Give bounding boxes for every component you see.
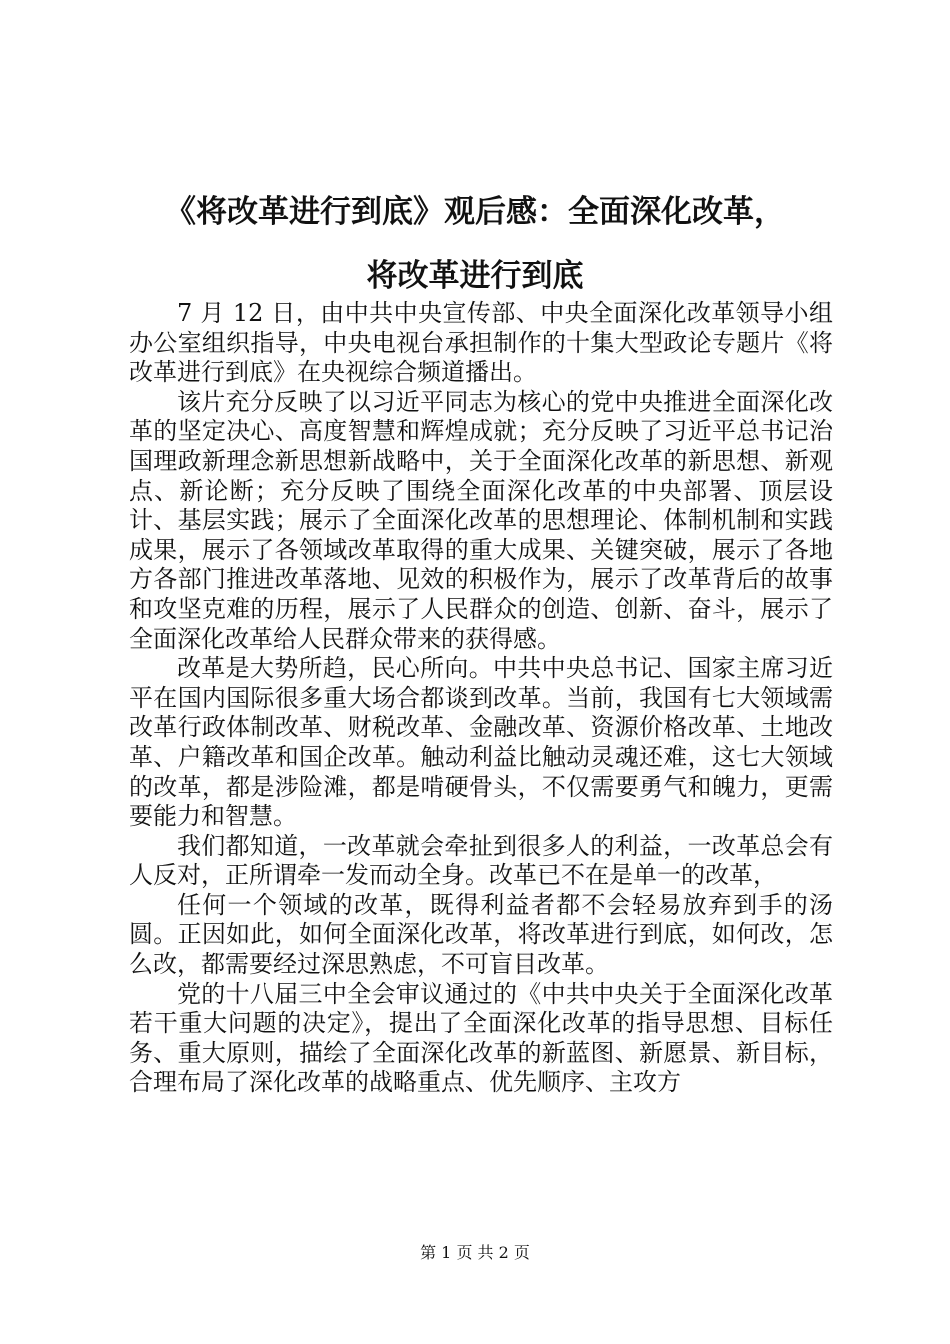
document-title xyxy=(110,180,840,308)
title-line-2: 将改革进行到底 xyxy=(366,258,584,294)
paragraph-1: 7 月 12 日，由中共中央宣传部、中央全面深化改革领导小组办公室组织指导，中央电视台承担制作的十集大型政论专题片《将改革进行到底》在央视综合频道播出。 xyxy=(129,299,833,387)
paragraph-6: 党的十八届三中全会审议通过的《中共中央关于全面深化改革若干重大问题的决定》，提出了全面深化改革的指导思想、目标任务、重大原则，描绘了全面深化改革的新蓝图、新愿景、新目标，合理布局了深化改革的战略重点、优先顺序、主攻方 xyxy=(129,979,833,1097)
document-body xyxy=(129,299,833,1098)
paragraph-3: 改革是大势所趋，民心所向。中共中央总书记、国家主席习近平在国内国际很多重大场合都谈到改革。当前，我国有七大领域需改革行政体制改革、财税改革、金融改革、资源价格改革、土地改革、户籍改革和国企改革。触动利益比触动灵魂还难，这七大领域的改革，都是涉险滩，都是啃硬骨头，不仅需要勇气和魄力，更需要能力和智慧。 xyxy=(129,654,833,831)
paragraph-4: 我们都知道，一改革就会牵扯到很多人的利益，一改革总会有人反对，正所谓牵一发而动全身。改革已不在是单一的改革， xyxy=(129,831,833,890)
page-footer: 第 1 页 共 2 页 xyxy=(420,1243,530,1262)
paragraph-2: 该片充分反映了以习近平同志为核心的党中央推进全面深化改革的坚定决心、高度智慧和辉煌成就；充分反映了习近平总书记治国理政新理念新思想新战略中，关于全面深化改革的新思想、新观点、新论断；充分反映了围绕全面深化改革的中央部署、顶层设计、基层实践；展示了全面深化改革的思想理论、体制机制和实践成果，展示了各领域改革取得的重大成果、关键突破，展示了各地方各部门推进改革落地、见效的积极作为，展示了改革背后的故事和攻坚克难的历程，展示了人民群众的创造、创新、奋斗，展示了全面深化改革给人民群众带来的获得感。 xyxy=(129,387,833,653)
title-line-1: 《将改革进行到底》观后感：全面深化改革， xyxy=(165,194,785,230)
paragraph-5: 任何一个领域的改革，既得利益者都不会轻易放弃到手的汤圆。正因如此，如何全面深化改革，将改革进行到底，如何改，怎么改，都需要经过深思熟虑，不可盲目改革。 xyxy=(129,890,833,979)
